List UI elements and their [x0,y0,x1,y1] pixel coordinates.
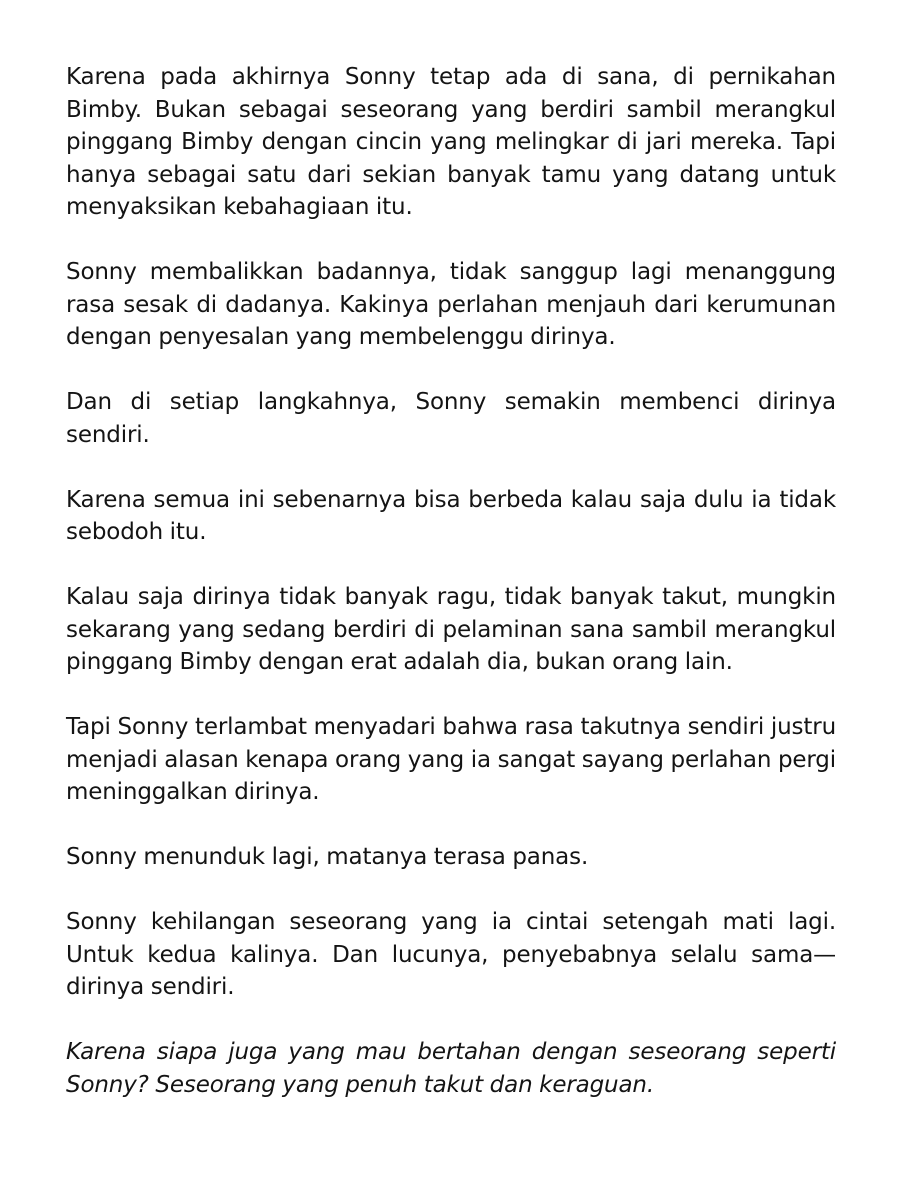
paragraph-1: Karena pada akhirnya Sonny tetap ada di sana, di pernikahan Bimby. Bukan sebagai seseorang yang berdiri sambil merangkul pinggang Bimby dengan cincin yang melingkar di jari mereka. Tapi hanya sebagai satu dari sekian banyak tamu yang datang untuk menyaksikan kebahagiaan itu. [66,64,836,220]
paragraph-8: Sonny kehilangan seseorang yang ia cintai setengah mati lagi. Untuk kedua kalinya. Dan lucunya, penyebabnya selalu sama—dirinya sendiri. [66,909,836,1000]
paragraph-5: Kalau saja dirinya tidak banyak ragu, tidak banyak takut, mungkin sekarang yang sedang berdiri di pelaminan sana sambil merangkul pinggang Bimby dengan erat adalah dia, bukan orang lain. [66,584,836,675]
paragraph-7: Sonny menunduk lagi, matanya terasa panas. [66,844,589,870]
paragraph-9-italic: Karena siapa juga yang mau bertahan dengan seseorang seperti Sonny? Seseorang yang penuh takut dan keraguan. [66,1039,836,1098]
paragraph-3: Dan di setiap langkahnya, Sonny semakin membenci dirinya sendiri. [66,389,836,448]
paragraph-4: Karena semua ini sebenarnya bisa berbeda kalau saja dulu ia tidak sebodoh itu. [66,486,836,545]
paragraph-6: Tapi Sonny terlambat menyadari bahwa rasa takutnya sendiri justru menjadi alasan kenapa orang yang ia sangat sayang perlahan pergi meninggalkan dirinya. [66,714,836,805]
paragraph-2: Sonny membalikkan badannya, tidak sanggup lagi menanggung rasa sesak di dadanya. Kakinya perlahan menjauh dari kerumunan dengan penyesalan yang membelenggu dirinya. [66,259,836,350]
story-page [66,61,836,1134]
